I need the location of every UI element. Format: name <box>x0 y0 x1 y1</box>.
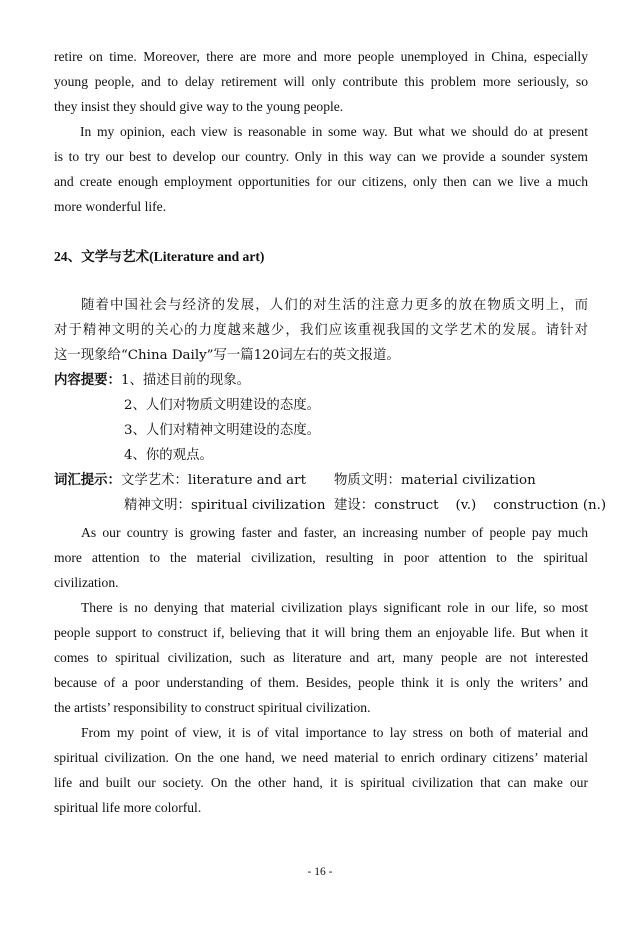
text-line: 这一现象给“China Daily”写一篇120词左右的英文报道。 <box>54 348 400 363</box>
text-line: people support to construct if, believing that it will bring them an enjoyable life. But when it <box>54 625 588 640</box>
text-line: civilization. <box>54 575 119 590</box>
content-line <box>54 368 250 393</box>
text-line: There is no denying that material civilization plays significant role in our life, so most <box>81 600 588 615</box>
text-line: more attention to the material civilization, resulting in poor attention to the spiritual <box>54 550 588 565</box>
opinion-paragraph <box>54 119 588 219</box>
text-line: more wonderful life. <box>54 199 167 214</box>
section-title: 24、文学与艺术(Literature and art) <box>54 249 265 264</box>
text-line: 随着中国社会与经济的发展，人们的对生活的注意力更多的放在物质文明上，而 <box>81 298 588 313</box>
vocab-line <box>54 468 306 493</box>
content-label: 内容提要： <box>54 372 121 388</box>
vocab-label: 词汇提示： <box>54 472 121 488</box>
text-line: As our country is growing faster and faster, an increasing number of people pay much <box>81 525 588 540</box>
text-line: 对于精神文明的关心的力度越来越少，我们应该重视我国的文学艺术的发展。请针对 <box>54 323 588 338</box>
text-line: comes to spiritual civilization, such as literature and art, many people are not interested <box>54 650 588 665</box>
vocab-item: 建设：construct (v.) construction (n.) <box>334 498 607 513</box>
vocab-item: 物质文明：material civilization <box>334 473 536 488</box>
text-line: life and built our society. On the other hand, it is spiritual civilization that can make our <box>54 775 588 790</box>
text-line: spiritual life more colorful. <box>54 800 202 815</box>
vocab-item: 文学艺术：literature and art <box>120 473 306 488</box>
text-line: is to try our best to develop our country. Only in this way can we provide a sounder system <box>54 149 588 164</box>
text-line: they insist they should give way to the young people. <box>54 99 344 114</box>
content-point: 2、人们对物质文明建设的态度。 <box>124 398 320 413</box>
text-line: In my opinion, each view is reasonable in some way. But what we should do at present <box>80 124 588 139</box>
vocab-item: 精神文明：spiritual civilization <box>124 498 326 513</box>
intro-paragraph <box>54 44 588 119</box>
essay-paragraph-2 <box>54 595 588 720</box>
text-line: spiritual civilization. On the one hand, we need material to enrich ordinary citizens’ material <box>54 750 588 765</box>
essay-paragraph-3 <box>54 720 588 820</box>
text-line: the artists’ responsibility to construct spiritual civilization. <box>54 700 371 715</box>
text-line: and create enough employment opportunities for our citizens, only then can we live a much <box>54 174 588 189</box>
text-line: because of a poor understanding of them. Besides, people think it is only the writers’ and <box>54 675 588 690</box>
prompt-paragraph <box>54 293 588 368</box>
page-number: - 16 - <box>307 866 333 878</box>
text-line: young people, and to delay retirement will only contribute this problem more seriously, so <box>54 74 588 89</box>
text-line: From my point of view, it is of vital importance to lay stress on both of material and <box>81 725 588 740</box>
content-point: 3、人们对精神文明建设的态度。 <box>124 423 320 438</box>
content-point: 4、你的观点。 <box>124 448 213 463</box>
text-line: retire on time. Moreover, there are more and more people unemployed in China, especially <box>54 49 588 64</box>
essay-paragraph-1 <box>54 520 588 595</box>
content-point: 1、描述目前的现象。 <box>120 373 250 388</box>
